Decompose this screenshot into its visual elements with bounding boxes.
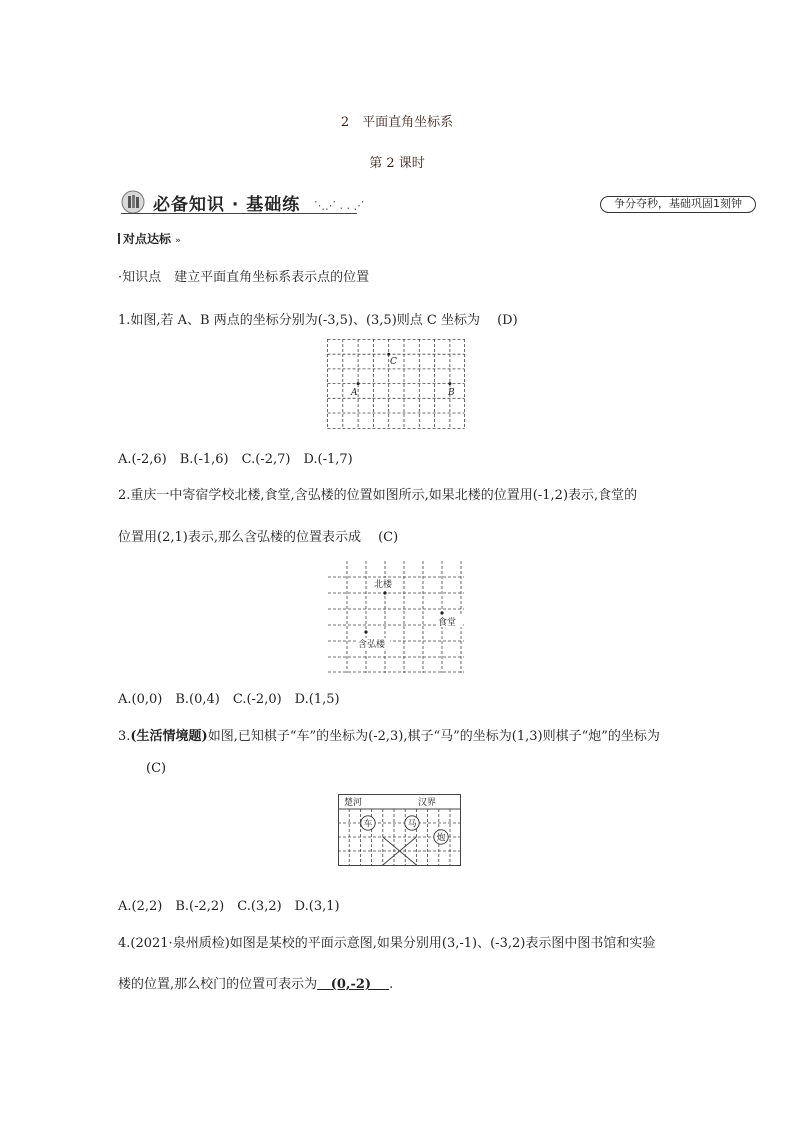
q2-grid-figure xyxy=(328,561,464,673)
point-canteen xyxy=(440,611,443,614)
q2-options: A.(0,0) B.(0,4) C.(-2,0) D.(1,5) xyxy=(118,692,340,707)
label-hanhong-building: 含弘楼 xyxy=(358,640,386,650)
point-c xyxy=(387,353,390,356)
q1-grid-figure xyxy=(327,339,465,429)
point-north-building xyxy=(383,591,386,594)
q4-text-line1: 4.(2021·泉州质检)如图是某校的平面示意图,如果分别用(3,-1)、(-3,2)表示图中图书馆和实验 xyxy=(118,936,656,951)
q4-text-line2 xyxy=(118,973,393,992)
q3-tag: (生活情境题) xyxy=(130,729,208,744)
point-hanhong-building xyxy=(364,630,367,633)
label-north-building: 北楼 xyxy=(374,580,393,590)
q4-question: 楼的位置,那么校门的位置可表示为 xyxy=(118,977,318,992)
q3-options: A.(2,2) B.(-2,2) C.(3,2) D.(3,1) xyxy=(118,899,340,914)
subsection-label xyxy=(118,230,181,247)
q1-text: 1.如图,若 A、B 两点的坐标分别为(-3,5)、(3,5)则点 C 坐标为 (D) xyxy=(118,313,518,328)
q3-question: 如图,已知棋子“车”的坐标为(-2,3),棋子“马”的坐标为(1,3)则棋子“炮”的坐标为 xyxy=(207,729,660,744)
label-c: C xyxy=(390,357,397,367)
q2-text-line1: 2.重庆一中寄宿学校北楼,食堂,含弘楼的位置如图所示,如果北楼的位置用(-1,2)表示,食堂的 xyxy=(118,488,638,503)
q4-period: . xyxy=(389,977,394,992)
q4-answer xyxy=(317,977,389,992)
bar-icon xyxy=(118,233,120,244)
subsection-text: 对点达标 xyxy=(123,232,172,246)
section-title: 2 平面直角坐标系 xyxy=(340,115,454,130)
label-horse: 马 xyxy=(407,819,417,830)
double-arrow-icon: » xyxy=(175,236,181,246)
banner-underline xyxy=(121,213,357,214)
point-b xyxy=(448,382,451,385)
q3-chess-figure xyxy=(338,794,461,866)
lesson-label: 第 2 课时 xyxy=(369,156,425,171)
label-b: B xyxy=(448,388,455,398)
banner-decoration: ⋱⋰ . . ⋰ xyxy=(314,199,365,212)
slogan-badge: 争分夺秒，基础巩固1刻钟 xyxy=(600,196,756,213)
q1-gridlines xyxy=(328,339,465,429)
label-a: A xyxy=(351,388,358,398)
label-chu-river: 楚河 xyxy=(344,798,363,808)
q3-number: 3. xyxy=(118,729,131,744)
q3-answer: (C) xyxy=(146,761,167,776)
q1-options: A.(-2,6) B.(-1,6) C.(-2,7) D.(-1,7) xyxy=(118,452,353,467)
label-han-border: 汉界 xyxy=(418,798,437,808)
knowledge-point: ·知识点 建立平面直角坐标系表示点的位置 xyxy=(118,270,370,285)
banner-title: 必备知识 · 基础练 xyxy=(153,195,301,215)
book-icon xyxy=(121,190,149,214)
label-cannon: 炮 xyxy=(436,833,446,844)
label-canteen: 食堂 xyxy=(438,618,457,628)
q3-text xyxy=(118,725,660,744)
q2-text-line2: 位置用(2,1)表示,那么含弘楼的位置表示成 (C) xyxy=(118,530,399,545)
q4-answer-value: (0,-2) xyxy=(330,977,372,992)
point-a xyxy=(357,382,360,385)
label-chariot: 车 xyxy=(363,819,373,830)
